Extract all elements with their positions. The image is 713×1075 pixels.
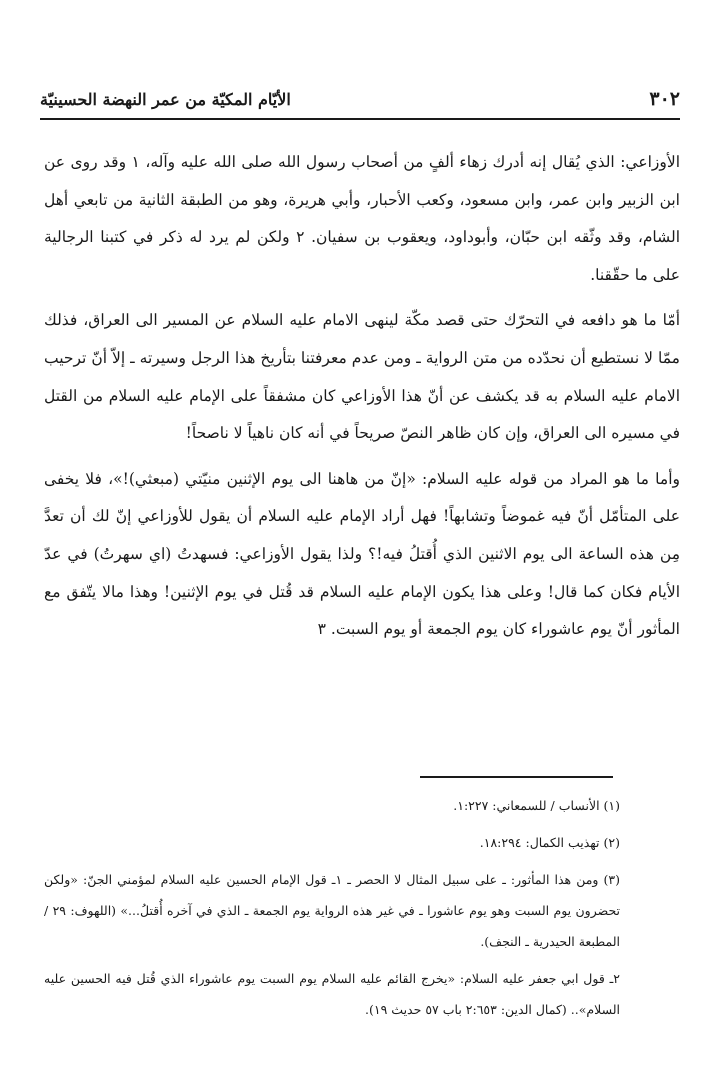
- footnote-1: (١) الأنساب / للسمعاني: ١:٢٢٧.: [453, 798, 620, 813]
- page-number: ٣٠٢: [649, 88, 680, 110]
- footnotes: [44, 790, 620, 1025]
- header-divider: [40, 118, 680, 120]
- footnote-3: (٣) ومن هذا المأثور: ـ على سبيل المثال لا الحصر ـ ١ـ قول الإمام الحسين عليه السلام لمؤمني الجنّ: «ولكن تحضرون يوم السبت وهو يوم عاشورا ـ في غير هذه الرواية يوم الجمعة ـ الذي في آخره أُقتلُ...» (اللهوف: ٢٩ /المطبعة الحيدرية ـ النجف).: [44, 872, 620, 949]
- footnote-2: (٢) تهذيب الكمال: ١٨:٢٩٤.: [479, 835, 620, 850]
- running-title: الأيّام المكيّة من عمر النهضة الحسينيّة: [40, 89, 291, 109]
- footnote-divider: [420, 776, 613, 778]
- paragraph-3: وأما ما هو المراد من قوله عليه السلام: «إنّ من هاهنا الى يوم الإثنين منيّتي (مبعثي)!»، فلا يخفى على المتأمّل أنّ فيه غموضاً وتشابهاً! فهل أراد الإمام عليه السلام أن يقول للأوزاعي إنّ لك أن تعدَّ مِن هذه الساعة الى يوم الاثنين الذي أُقتلُ فيه!؟ ولذا يقول الأوزاعي: فسهدتُ (اي سهرتُ) في عدّ الأيام فكان كما قال! وعلى هذا يكون الإمام عليه السلام قد قُتل في يوم الإثنين! وهذا مالا يتّفق مع المأثور أنّ يوم عاشوراء كان يوم الجمعة أو يوم السبت. ٣: [44, 469, 680, 639]
- page-header: [40, 82, 680, 116]
- paragraph-2: أمّا ما هو دافعه في التحرّك حتى قصد مكّة لينهى الامام عليه السلام عن المسير الى العراق، فذلك ممّا لا نستطيع أن نحدّده من متن الرواية ـ ومن عدم معرفتنا بتأريخ هذا الرجل وسيرته ـ إلاّ أنّ ترحيب الامام عليه السلام به قد يكشف عن أنّ هذا الأوزاعي كان مشفقاً على الإمام عليه السلام من القتل في مسيره الى العراق، وإن كان ظاهر النصّ صريحاً في أنه كان ناهياً لا ناصحاً!: [44, 311, 680, 443]
- footnote-3-item-2: ٢ـ قول ابي جعفر عليه السلام: «يخرج القائم عليه السلام يوم السبت يوم عاشوراء الذي قُتل فيه الحسين عليه السلام».. (كمال الدين: ٢:٦٥٣ باب ٥٧ حديث ١٩).: [44, 971, 620, 1017]
- paragraph-1: الأوزاعي: الذي يُقال إنه أدرك زهاء ألفٍ من أصحاب رسول الله صلى الله عليه وآله، ١ وقد روى عن ابن الزبير وابن عمر، وابن مسعود، وكعب الأحبار، وأبي هريرة، وهو من الطبقة الثانية من تابعي أهل الشام، وقد وثّقه ابن حبّان، وأبوداود، ويعقوب بن سفيان. ٢ ولكن لم يرد له ذكر في كتبنا الرجالية على ما حقّقنا.: [44, 153, 681, 284]
- main-text: [44, 144, 680, 649]
